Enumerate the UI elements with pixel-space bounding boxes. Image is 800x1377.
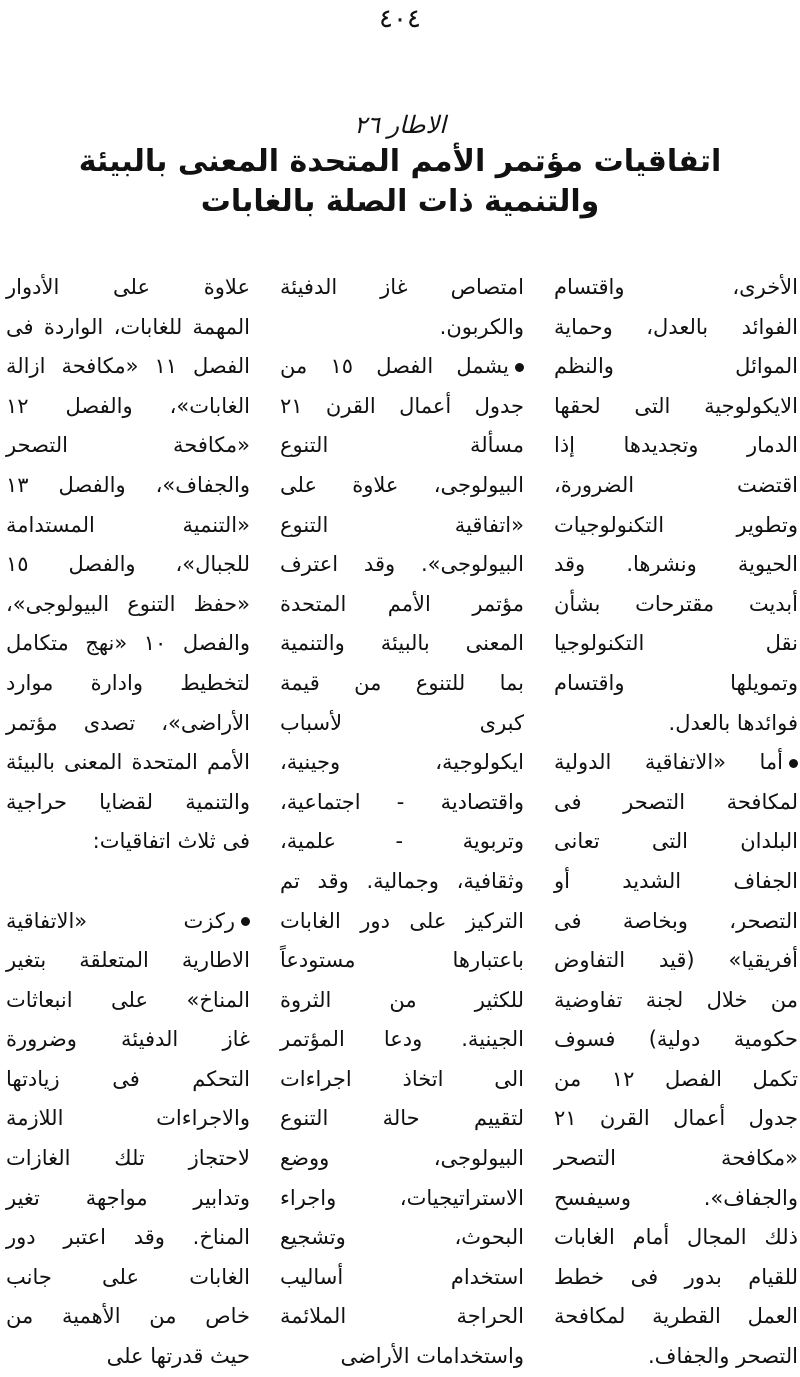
text-line-content: وتربوية - علمية، <box>280 829 524 854</box>
text-line-content: جدول أعمال القرن ٢١ <box>554 1106 798 1131</box>
text-line-content: خاص من الأهمية من <box>6 1304 250 1329</box>
text-line-content: الجينية. ودعا المؤتمر <box>280 1027 524 1052</box>
text-line <box>554 466 798 506</box>
text-line <box>6 387 250 427</box>
text-line-content: وتدابير مواجهة تغير <box>6 1185 250 1210</box>
text-line-content: البحوث، وتشجيع <box>280 1225 524 1250</box>
text-line-content: لتقييم حالة التنوع <box>280 1106 524 1131</box>
text-line <box>6 1297 250 1337</box>
text-line <box>6 545 250 585</box>
text-line <box>554 862 798 902</box>
text-line <box>280 1297 524 1337</box>
text-line-content: والكربون. <box>439 314 524 339</box>
text-line <box>280 822 524 862</box>
text-line-content: وتمويلها واقتسام <box>554 670 798 695</box>
text-line <box>554 1337 798 1377</box>
text-line <box>6 1020 250 1060</box>
text-line-content: التحكم فى زيادتها <box>6 1066 250 1091</box>
text-line <box>554 585 798 625</box>
text-line-content: والاجراءات اللازمة <box>6 1106 250 1131</box>
text-line-content: الموائل والنظم <box>554 354 798 379</box>
text-line-content: «مكافحة التصحر <box>554 1146 798 1171</box>
text-line <box>280 585 524 625</box>
column-middle <box>280 268 524 1369</box>
text-line-content: للجبال»، والفصل ١٥ <box>6 552 250 577</box>
text-line <box>554 545 798 585</box>
text-line-content: جدول أعمال القرن ٢١ <box>280 393 524 418</box>
text-line <box>280 981 524 1021</box>
text-line-content: ايكولوجية، وجينية، <box>280 750 524 775</box>
text-line-content: المناخ. وقد اعتبر دور <box>6 1225 250 1250</box>
text-line-content: الحيوية ونشرها. وقد <box>554 552 798 577</box>
text-columns <box>6 268 798 1369</box>
text-line <box>280 308 524 348</box>
text-line-content: الدمار وتجديدها إذا <box>554 433 798 458</box>
text-line <box>554 1297 798 1337</box>
text-line-content: التصحر والجفاف. <box>648 1344 798 1369</box>
text-line-content: غاز الدفيئة وضرورة <box>6 1027 250 1052</box>
text-line-content: أبديت مقترحات بشأن <box>554 591 798 616</box>
box-title-line-1: اتفاقيات مؤتمر الأمم المتحدة المعنى بالبيئة <box>78 144 722 179</box>
text-line <box>280 347 524 387</box>
text-line <box>6 1060 250 1100</box>
text-line-content: الحراجة الملائمة <box>280 1304 524 1329</box>
box-title-line-2: والتنمية ذات الصلة بالغابات <box>200 184 600 219</box>
text-line-content: الايكولوجية التى لحقها <box>554 393 798 418</box>
text-line-content: الغابات»، والفصل ١٢ <box>6 393 250 418</box>
text-line-content: امتصاص غاز الدفيئة <box>280 275 524 299</box>
paragraph-gap <box>6 862 250 902</box>
text-line <box>554 1218 798 1258</box>
text-line-content: العمل القطرية لمكافحة <box>554 1304 798 1329</box>
text-line-content: المعنى بالبيئة والتنمية <box>280 631 524 656</box>
text-line-content: من خلال لجنة تفاوضية <box>554 987 798 1012</box>
text-line <box>554 1099 798 1139</box>
text-line <box>280 902 524 942</box>
text-line <box>280 664 524 704</box>
text-line-content: الاطارية المتعلقة بتغير <box>6 948 250 973</box>
text-line-content: الفوائد بالعدل، وحماية <box>554 314 798 339</box>
text-line <box>280 387 524 427</box>
text-line <box>280 1099 524 1139</box>
text-line-content: للقيام بدور فى خطط <box>554 1264 798 1289</box>
text-line-content: علاوة على الأدوار <box>6 275 250 299</box>
text-line <box>6 743 250 783</box>
text-line-content: واقتصادية - اجتماعية، <box>280 789 524 814</box>
text-line-content: التصحر، وبخاصة فى <box>554 908 798 933</box>
text-line <box>6 347 250 387</box>
text-line <box>6 308 250 348</box>
text-line-content: الاستراتيجيات، واجراء <box>280 1185 524 1210</box>
text-line-content: والجفاف»، والفصل ١٣ <box>6 472 250 497</box>
text-line <box>6 268 250 308</box>
text-line-content: حكومية دولية) فسوف <box>554 1027 798 1052</box>
text-line-content: وتطوير التكنولوجيات <box>554 512 798 537</box>
text-line-content: البيولوجى». وقد اعترف <box>280 552 524 577</box>
text-line-content: المناخ» على انبعاثات <box>6 987 250 1012</box>
text-line-content: «التنمية المستدامة <box>6 512 250 537</box>
text-line-content: استخدام أساليب <box>280 1264 524 1289</box>
text-line-content: المهمة للغابات، الواردة فى <box>6 314 250 339</box>
bullet-icon <box>789 759 798 768</box>
text-line <box>280 506 524 546</box>
text-line <box>6 981 250 1021</box>
text-line-content: البلدان التى تعانى <box>554 829 798 854</box>
text-line <box>554 268 798 308</box>
box-heading <box>0 108 800 222</box>
text-line <box>6 506 250 546</box>
text-line-content: لمكافحة التصحر فى <box>554 789 798 814</box>
text-line-content: لتخطيط وادارة موارد <box>6 670 250 695</box>
text-line <box>280 426 524 466</box>
text-line <box>280 941 524 981</box>
text-line-content: لاحتجاز تلك الغازات <box>6 1146 250 1171</box>
text-line-content: باعتبارها مستودعاً <box>280 948 524 973</box>
text-line <box>6 466 250 506</box>
text-line-content: الى اتخاذ اجراءات <box>280 1066 524 1091</box>
text-line-content: الفصل ١١ «مكافحة ازالة <box>6 354 251 379</box>
text-line-content: التركيز على دور الغابات <box>280 908 524 933</box>
bullet-icon <box>241 917 250 926</box>
text-line-content: والتنمية لقضايا حراجية <box>6 789 250 814</box>
text-line-content: ركزت «الاتفاقية <box>6 908 235 933</box>
text-line <box>280 1258 524 1298</box>
text-line <box>6 1099 250 1139</box>
text-line-content: الأخرى، واقتسام <box>554 275 798 299</box>
text-line-content: للكثير من الثروة <box>280 987 524 1012</box>
text-line <box>6 426 250 466</box>
text-line <box>554 426 798 466</box>
text-line-content: أما «الاتفاقية الدولية <box>554 750 783 775</box>
text-line-content: مسألة التنوع <box>280 433 524 458</box>
text-line-content: ذلك المجال أمام الغابات <box>554 1225 798 1250</box>
text-line <box>280 1020 524 1060</box>
text-line-content: الجفاف الشديد أو <box>554 868 798 893</box>
text-line-content: أفريقيا» (قيد التفاوض <box>554 948 798 973</box>
text-line-content: وثقافية، وجمالية. وقد تم <box>280 868 524 893</box>
text-line <box>280 1060 524 1100</box>
text-line-content: نقل التكنولوجيا <box>554 631 798 656</box>
text-line-content: «اتفاقية التنوع <box>280 512 524 537</box>
text-line <box>6 822 250 862</box>
text-line <box>280 1179 524 1219</box>
bullet-icon <box>515 363 524 372</box>
text-line <box>6 902 250 942</box>
text-line <box>554 1020 798 1060</box>
text-line <box>554 664 798 704</box>
text-line <box>280 783 524 823</box>
text-line-content: مؤتمر الأمم المتحدة <box>280 591 524 616</box>
text-line-content: «حفظ التنوع البيولوجى»، <box>6 591 250 616</box>
text-line <box>6 1179 250 1219</box>
text-line-content: بما للتنوع من قيمة <box>280 670 524 695</box>
text-line-content: اقتضت الضرورة، <box>554 472 798 497</box>
text-line-content: الأراضى»، تصدى مؤتمر <box>6 710 250 735</box>
text-line <box>554 1258 798 1298</box>
text-line <box>280 862 524 902</box>
text-line <box>554 506 798 546</box>
text-line <box>554 902 798 942</box>
text-line-content: الغابات على جانب <box>6 1264 250 1289</box>
text-line <box>554 1179 798 1219</box>
text-line <box>6 664 250 704</box>
text-line <box>6 704 250 744</box>
text-line <box>6 1337 250 1377</box>
text-line <box>6 624 250 664</box>
text-line <box>6 783 250 823</box>
text-line-content: والفصل ١٠ «نهج متكامل <box>6 631 250 656</box>
text-line-content: يشمل الفصل ١٥ من <box>280 354 509 379</box>
text-line <box>6 1139 250 1179</box>
text-line-content: حيث قدرتها على <box>106 1344 250 1369</box>
text-line <box>554 347 798 387</box>
text-line <box>6 585 250 625</box>
column-left <box>554 268 798 1369</box>
text-line <box>554 1060 798 1100</box>
text-line <box>554 624 798 664</box>
text-line <box>554 387 798 427</box>
text-line-content: الأمم المتحدة المعنى بالبيئة <box>6 750 250 775</box>
text-line <box>554 822 798 862</box>
text-line-content: فوائدها بالعدل. <box>668 710 798 735</box>
text-line <box>280 466 524 506</box>
text-line <box>554 743 798 783</box>
text-line <box>280 1139 524 1179</box>
text-line <box>280 268 524 308</box>
box-label: الاطار ٢٦ <box>354 111 446 139</box>
text-line-content: واستخدامات الأراضى <box>340 1344 524 1369</box>
text-line <box>280 624 524 664</box>
text-line <box>280 704 524 744</box>
text-line <box>6 1218 250 1258</box>
text-line-content: «مكافحة التصحر <box>6 433 250 458</box>
text-line-content: والجفاف». وسيفسح <box>554 1185 798 1210</box>
text-line <box>280 743 524 783</box>
text-line-content: تكمل الفصل ١٢ من <box>554 1066 798 1091</box>
column-right <box>6 268 251 1369</box>
text-line <box>280 1337 524 1377</box>
text-line <box>554 308 798 348</box>
text-line-content: كبرى لأسباب <box>280 710 524 735</box>
text-line <box>554 783 798 823</box>
text-line <box>6 1258 250 1298</box>
text-line <box>6 941 250 981</box>
text-line <box>554 1139 798 1179</box>
text-line <box>280 545 524 585</box>
text-line <box>554 941 798 981</box>
page-number: ٤٠٤ <box>379 4 421 34</box>
text-line <box>554 704 798 744</box>
text-line-content: فى ثلاث اتفاقيات: <box>92 829 250 854</box>
text-line-content: البيولوجى، ووضع <box>280 1146 524 1171</box>
text-line <box>280 1218 524 1258</box>
text-line-content: البيولوجى، علاوة على <box>280 472 524 497</box>
text-line <box>554 981 798 1021</box>
